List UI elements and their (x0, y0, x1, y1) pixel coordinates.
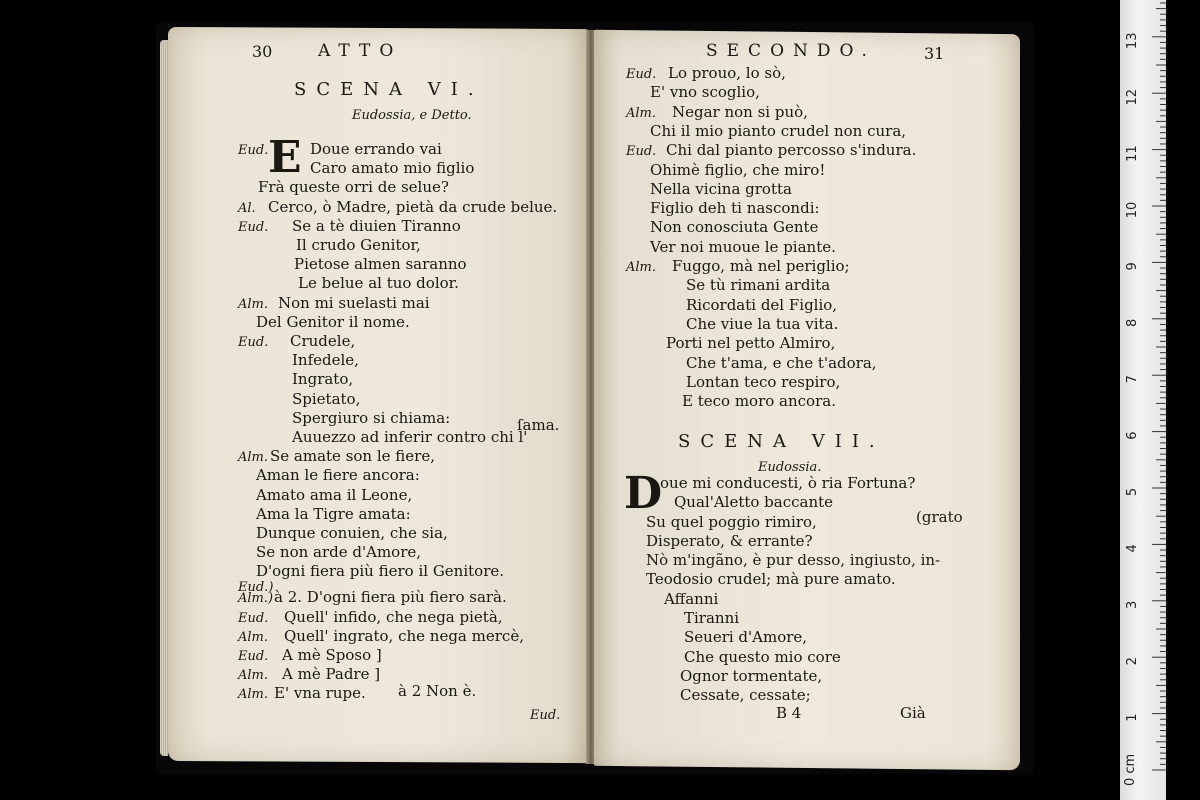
speaker-label: Alm. (626, 106, 657, 121)
speaker-label: Alm. (238, 668, 269, 683)
verse-line: Il crudo Genitor, (296, 236, 421, 254)
ruler-number: 4 (1125, 544, 1140, 553)
verse-line: Ognor tormentate, (680, 667, 823, 685)
verse-line: Ver noi muoue le piante. (650, 238, 836, 256)
right-drop-cap: D (624, 468, 663, 519)
ruler-number: 8 (1125, 318, 1140, 327)
verse-line: Chi il mio pianto crudel non cura, (650, 122, 907, 140)
verse-line: Su quel poggio rimiro, (646, 513, 817, 531)
left-catchword: Eud. (530, 708, 561, 723)
ruler-number: 7 (1125, 375, 1140, 384)
verse-line: Quell' ingrato, che nega mercè, (284, 627, 524, 645)
verse-line: Figlio deh ti nascondi: (650, 199, 820, 217)
speaker-label: Alm. (626, 260, 657, 275)
left-page-number: 30 (252, 42, 273, 61)
speaker-label: Alm. (238, 450, 269, 465)
speaker-label: Eud. (238, 143, 269, 158)
verse-line: Auuezzo ad inferir contro chi l' (292, 428, 528, 446)
verse-line: Teodosio crudel; mà pure amato. (646, 570, 896, 588)
left-a2-non-e: à 2 Non è. (398, 682, 477, 700)
right-running-head: SECONDO. (706, 41, 876, 61)
verse-line: Crudele, (290, 332, 356, 350)
verse-line: E' vno scoglio, (650, 83, 760, 101)
verse-line: E teco moro ancora. (682, 392, 836, 410)
ruler-unit-label: 0 cm (1123, 753, 1138, 786)
speaker-label: Eud. (626, 67, 657, 82)
ruler-number: 6 (1125, 431, 1140, 440)
verse-line: Caro amato mio figlio (310, 159, 475, 177)
speaker-label: Alm.) (238, 591, 274, 606)
verse-line: A mè Sposo ] (282, 646, 382, 664)
speaker-label: Alm. (238, 297, 269, 312)
measuring-ruler (1120, 0, 1166, 800)
ruler-number: 13 (1125, 32, 1140, 50)
speaker-label: Eud. (238, 335, 269, 350)
verse-line: Dunque conuien, che sia, (256, 524, 448, 542)
verse-line: oue mi conducesti, ò ria Fortuna? (660, 474, 916, 492)
verse-line: Amato ama il Leone, (256, 486, 413, 504)
verse-line: Negar non si può, (672, 103, 808, 121)
verse-line: Infedele, (292, 351, 359, 369)
right-scene-title: SCENA VII. (678, 431, 885, 452)
verse-line: Seueri d'Amore, (684, 628, 808, 646)
verse-line: Nò m'ingãno, è pur desso, ingiusto, in- (646, 551, 941, 569)
verse-line: Cerco, ò Madre, pietà da crude belue. (268, 198, 558, 216)
verse-line: Del Genitor il nome. (256, 313, 410, 331)
verse-line: Ama la Tigre amata: (256, 505, 411, 523)
speaker-label: Eud. (626, 144, 657, 159)
speaker-label: Alm. (238, 630, 269, 645)
verse-line: Frà queste orri de selue? (258, 178, 449, 196)
verse-line: Lontan teco respiro, (686, 373, 841, 391)
verse-line: Tiranni (684, 609, 740, 627)
right-page-number: 31 (924, 44, 945, 63)
left-running-head: ATTO (318, 41, 403, 61)
speaker-label: Eud. (238, 220, 269, 235)
verse-line: Non mi suelasti mai (278, 294, 430, 312)
verse-line: Chi dal pianto percosso s'indura. (666, 141, 917, 159)
speaker-label: Eud. (238, 611, 269, 626)
ruler-number: 2 (1125, 657, 1140, 666)
verse-line: Pietose almen saranno (294, 255, 467, 273)
page-edges (160, 40, 168, 756)
verse-line: Affanni (664, 590, 719, 608)
verse-line: Doue errando vai (310, 140, 442, 158)
right-signature: B 4 (776, 704, 802, 722)
verse-line: A mè Padre ] (282, 665, 381, 683)
turnover-fama: ſama. (517, 416, 560, 434)
left-scene-title: SCENA VI. (294, 79, 484, 100)
speaker-label: Eud. (238, 649, 269, 664)
ruler-number: 3 (1125, 600, 1140, 609)
verse-line: Disperato, & errante? (646, 532, 813, 550)
speaker-label: Alm. (238, 687, 269, 702)
turnover-grato: (grato (916, 508, 963, 526)
left-drop-cap: E (268, 132, 302, 183)
verse-line: Se non arde d'Amore, (256, 543, 422, 561)
verse-line: Quell' infido, che nega pietà, (284, 608, 503, 626)
verse-line: Qual'Aletto baccante (674, 493, 834, 511)
verse-line: Cessate, cessate; (680, 686, 811, 704)
ruler-number: 10 (1125, 201, 1140, 219)
verse-line: Ingrato, (292, 370, 354, 388)
verse-line: Nella vicina grotta (650, 180, 792, 198)
verse-line: Spergiuro si chiama: (292, 409, 451, 427)
speaker-label: Al. (238, 201, 256, 216)
verse-line: Spietato, (292, 390, 361, 408)
verse-line: à 2. D'ogni fiera più fiero sarà. (274, 588, 507, 606)
left-dramatis: Eudossia, e Detto. (352, 108, 472, 123)
verse-line: E' vna rupe. (274, 684, 366, 702)
verse-line: Che t'ama, e che t'adora, (686, 354, 877, 372)
verse-line: Le belue al tuo dolor. (298, 274, 459, 292)
verse-line: Che questo mio core (684, 648, 841, 666)
ruler-number: 1 (1125, 713, 1140, 722)
speaker-label: Eud.) (238, 580, 274, 595)
verse-line: Porti nel petto Almiro, (666, 334, 836, 352)
verse-line: Se amate son le fiere, (270, 447, 435, 465)
right-dramatis: Eudossia. (758, 460, 822, 475)
ruler-number: 9 (1125, 262, 1140, 271)
verse-line: Ricordati del Figlio, (686, 296, 838, 314)
verse-line: Fuggo, mà nel periglio; (672, 257, 850, 275)
ruler-scale (1120, 0, 1166, 800)
verse-line: D'ogni fiera più fiero il Genitore. (256, 562, 505, 580)
verse-line: Aman le fiere ancora: (256, 466, 420, 484)
ruler-number: 11 (1125, 145, 1140, 162)
verse-line: Se tù rimani ardita (686, 276, 831, 294)
verse-line: Che viue la tua vita. (686, 315, 839, 333)
verse-line: Ohimè figlio, che miro! (650, 161, 826, 179)
verse-line: Se a tè diuien Tiranno (292, 217, 461, 235)
verse-line: Lo prouo, lo sò, (668, 64, 786, 82)
verse-line: Non conosciuta Gente (650, 218, 819, 236)
right-catchword: Già (900, 704, 926, 722)
ruler-number: 5 (1125, 487, 1140, 497)
ruler-number: 12 (1125, 88, 1140, 106)
